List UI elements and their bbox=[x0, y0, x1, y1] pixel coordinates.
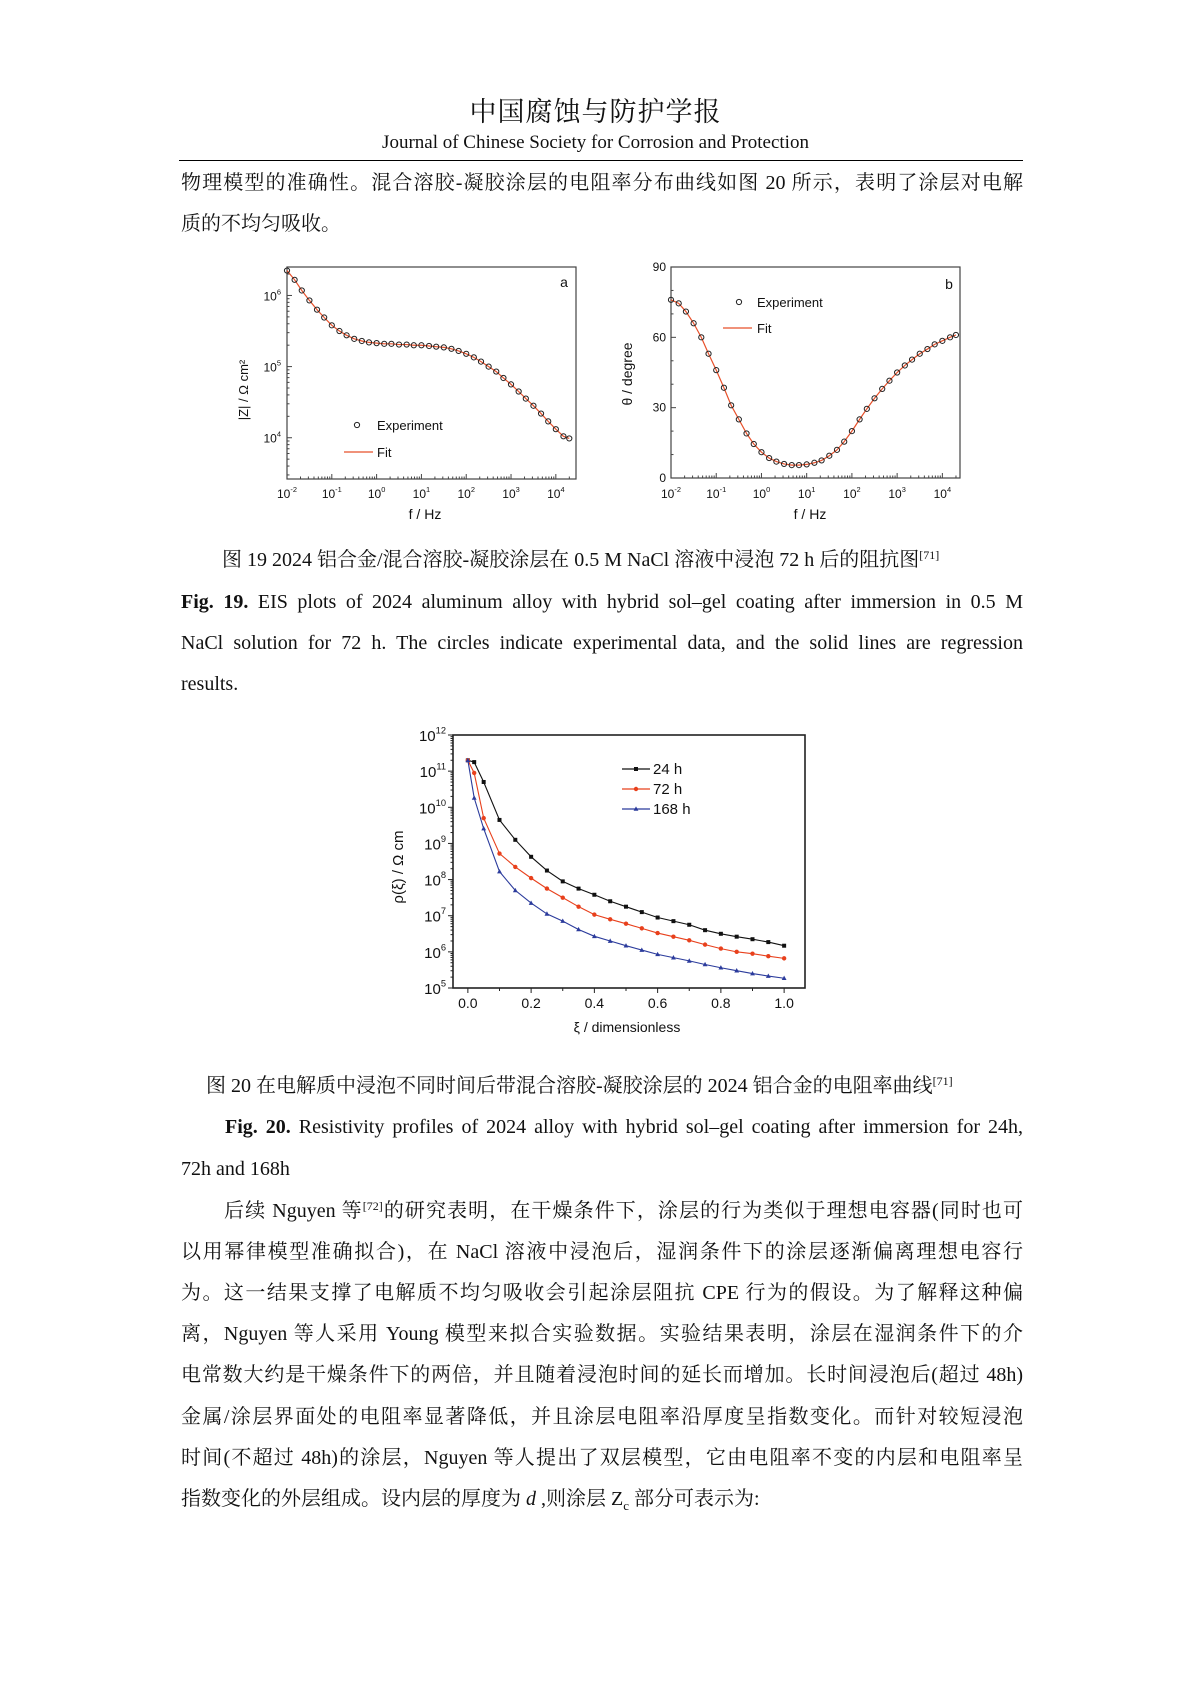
x-tick-label: $10^2$ bbox=[457, 485, 475, 501]
data-point bbox=[481, 826, 486, 830]
text-segment: NaCl solution for 72 h. The circles indicate experimental data, and the solid lines are regression bbox=[181, 632, 1023, 654]
x-tick-label: $10^0$ bbox=[752, 485, 771, 501]
data-point bbox=[608, 899, 612, 903]
x-tick-label: $10^3$ bbox=[502, 485, 520, 501]
data-point bbox=[671, 934, 675, 938]
y-tick-label: $10^9$ bbox=[424, 833, 446, 854]
y-tick-label: 30 bbox=[652, 400, 666, 415]
panel-label: a bbox=[560, 274, 568, 290]
data-point bbox=[545, 869, 549, 873]
x-tick-label: 0.6 bbox=[647, 995, 668, 1011]
y-tick-label: $10^6$ bbox=[424, 942, 446, 962]
legend-fit-label: Fit bbox=[377, 445, 392, 460]
text-segment: EIS plots of 2024 aluminum alloy with hybrid sol–gel coating after immersion in 0.5 M bbox=[248, 591, 1023, 613]
y-tick-label: 0 bbox=[659, 471, 666, 485]
x-tick-label: $10^{-2}$ bbox=[661, 485, 681, 501]
data-point bbox=[529, 876, 533, 880]
citation-ref: [72] bbox=[362, 1199, 383, 1213]
legend-label: 168 h bbox=[653, 801, 691, 818]
y-tick-label: $10^{12}$ bbox=[418, 725, 446, 745]
journal-title-en: Journal of Chinese Society for Corrosion and Protection bbox=[382, 132, 809, 153]
text-segment: Resistivity profiles of 2024 alloy with hybrid sol–gel coating after immersion for 24h, bbox=[290, 1116, 1023, 1138]
journal-title-cn: 中国腐蚀与防护学报 bbox=[469, 97, 722, 127]
text-segment: Fig. 20. bbox=[225, 1116, 291, 1138]
data-point bbox=[529, 855, 533, 859]
legend-label: 72 h bbox=[653, 781, 683, 798]
text-segment: 离，Nguyen 等人采用 Young 模型来拟合实验数据。实验结果表明，涂层在湿润条件下的介 bbox=[181, 1323, 1023, 1345]
x-tick-label: $10^1$ bbox=[412, 485, 431, 501]
data-point bbox=[687, 923, 691, 927]
text-segment: 指数变化的外层组成。设内层的厚度为 bbox=[181, 1488, 526, 1510]
y-axis-label: ρ(ξ) / Ω cm bbox=[390, 830, 407, 904]
y-tick-label: $10^6$ bbox=[263, 287, 281, 304]
legend-experiment-label: Experiment bbox=[757, 295, 823, 310]
data-point bbox=[561, 895, 565, 899]
data-point bbox=[734, 950, 738, 954]
y-tick-label: $10^8$ bbox=[424, 870, 446, 890]
text-segment: 72h and 168h bbox=[181, 1158, 290, 1180]
data-point bbox=[671, 919, 675, 923]
text-segment: d bbox=[526, 1488, 536, 1510]
y-axis-label: θ / degree bbox=[619, 342, 635, 406]
x-tick-label: 1.0 bbox=[774, 995, 794, 1011]
data-point bbox=[513, 838, 517, 842]
text-segment: results. bbox=[181, 673, 239, 695]
text-segment: 的研究表明，在干燥条件下，涂层的行为类似于理想电容器(同时也可 bbox=[382, 1200, 1023, 1222]
data-point bbox=[497, 818, 501, 822]
data-point bbox=[782, 944, 786, 948]
data-point bbox=[497, 851, 501, 855]
fit-line bbox=[287, 271, 569, 439]
x-tick-label: $10^2$ bbox=[843, 485, 861, 501]
data-point bbox=[687, 938, 691, 942]
x-tick-label: $10^{-1}$ bbox=[706, 485, 727, 501]
data-point bbox=[719, 932, 723, 936]
y-tick-label: $10^7$ bbox=[424, 906, 446, 926]
legend-experiment-marker bbox=[736, 299, 741, 304]
y-tick-label: 60 bbox=[652, 330, 666, 345]
legend-label: 24 h bbox=[653, 761, 683, 778]
text-segment: 图 20 在电解质中浸泡不同时间后带混合溶胶-凝胶涂层的 2024 铝合金的电阻率曲线 bbox=[206, 1075, 933, 1097]
data-point bbox=[640, 926, 644, 930]
x-tick-label: $10^3$ bbox=[888, 485, 906, 501]
x-tick-label: $10^1$ bbox=[797, 485, 816, 501]
data-point bbox=[576, 904, 580, 908]
text-segment: ,则涂层 Z bbox=[536, 1488, 624, 1510]
data-point bbox=[513, 865, 517, 869]
data-point bbox=[592, 912, 596, 916]
y-tick-label: $10^5$ bbox=[424, 978, 446, 998]
data-point bbox=[751, 937, 755, 941]
data-point bbox=[545, 886, 549, 890]
legend-fit-label: Fit bbox=[757, 321, 772, 336]
data-point bbox=[703, 942, 707, 946]
data-point bbox=[640, 910, 644, 914]
data-point bbox=[703, 928, 707, 932]
data-point bbox=[656, 916, 660, 920]
data-point bbox=[497, 869, 502, 873]
x-tick-label: 0.8 bbox=[711, 995, 731, 1011]
legend-marker bbox=[634, 787, 638, 791]
y-tick-label: $10^5$ bbox=[263, 358, 281, 375]
text-segment: 电常数大约是干燥条件下的两倍，并且随着浸泡时间的延长而增加。长时间浸泡后(超过 48h) bbox=[181, 1364, 1023, 1386]
data-point bbox=[766, 940, 770, 944]
data-point bbox=[624, 905, 628, 909]
text-segment: 金属/涂层界面处的电阻率显著降低，并且涂层电阻率沿厚度呈指数变化。而针对较短浸泡 bbox=[181, 1406, 1023, 1428]
data-point bbox=[481, 816, 485, 820]
x-tick-label: $10^0$ bbox=[367, 485, 386, 501]
text-segment: 质的不均匀吸收。 bbox=[181, 213, 341, 235]
text-segment: 物理模型的准确性。混合溶胶-凝胶涂层的电阻率分布曲线如图 20 所示，表明了涂层对电解 bbox=[181, 172, 1023, 194]
y-tick-label: $10^{11}$ bbox=[419, 761, 446, 782]
text-segment: 图 19 2024 铝合金/混合溶胶-凝胶涂层在 0.5 M NaCl 溶液中浸泡 72 h 后的阻抗图 bbox=[222, 549, 920, 571]
chart-a-frame bbox=[287, 267, 576, 479]
x-tick-label: 0.0 bbox=[458, 995, 478, 1011]
x-axis-label: f / Hz bbox=[408, 506, 442, 522]
chart-20-frame bbox=[453, 735, 805, 988]
data-point bbox=[655, 931, 659, 935]
text-segment: 以用幂律模型准确拟合)，在 NaCl 溶液中浸泡后，湿润条件下的涂层逐渐偏离理想电容行 bbox=[181, 1241, 1023, 1263]
data-point bbox=[750, 951, 754, 955]
fit-line bbox=[671, 300, 956, 465]
text-segment: 时间(不超过 48h)的涂层，Nguyen 等人提出了双层模型，它由电阻率不变的内层和电阻率呈 bbox=[181, 1447, 1023, 1469]
series-line-1 bbox=[468, 760, 784, 958]
data-point bbox=[472, 771, 476, 775]
legend-marker bbox=[634, 767, 638, 771]
y-tick-label: 90 bbox=[652, 260, 666, 274]
x-axis-label: f / Hz bbox=[793, 506, 827, 522]
y-axis-label: |Z| / Ω cm² bbox=[236, 359, 251, 421]
data-point bbox=[735, 935, 739, 939]
x-tick-label: $10^4$ bbox=[547, 485, 565, 501]
data-point bbox=[624, 921, 628, 925]
citation-ref: [71] bbox=[919, 548, 940, 562]
legend-experiment-label: Experiment bbox=[377, 418, 443, 433]
text-segment: 为。这一结果支撑了电解质不均匀吸收会引起涂层阻抗 CPE 行为的假设。为了解释这种偏 bbox=[181, 1282, 1023, 1304]
data-point bbox=[577, 887, 581, 891]
text-segment: Fig. 19. bbox=[181, 591, 249, 613]
text-segment: c bbox=[623, 1498, 629, 1513]
x-tick-label: 0.4 bbox=[584, 995, 605, 1011]
data-point bbox=[766, 954, 770, 958]
data-point bbox=[472, 760, 476, 764]
data-point bbox=[545, 911, 550, 915]
data-point bbox=[719, 946, 723, 950]
data-point bbox=[592, 893, 596, 897]
y-tick-label: $10^4$ bbox=[263, 429, 281, 446]
x-tick-label: $10^4$ bbox=[933, 485, 952, 501]
x-tick-label: $10^{-2}$ bbox=[277, 485, 297, 501]
text-segment: 后续 Nguyen 等 bbox=[224, 1200, 363, 1222]
series-line-0 bbox=[468, 760, 784, 945]
citation-ref: [71] bbox=[932, 1074, 953, 1088]
data-point bbox=[472, 795, 477, 799]
y-tick-label: $10^{10}$ bbox=[418, 797, 446, 818]
panel-label: b bbox=[945, 276, 953, 292]
x-tick-label: 0.2 bbox=[521, 995, 541, 1011]
x-tick-label: $10^{-1}$ bbox=[321, 485, 342, 501]
data-point bbox=[482, 780, 486, 784]
legend-experiment-marker bbox=[354, 422, 359, 427]
data-point bbox=[608, 917, 612, 921]
data-point bbox=[782, 956, 786, 960]
data-point bbox=[561, 879, 565, 883]
text-segment: 部分可表示为: bbox=[629, 1488, 760, 1510]
x-axis-label: ξ / dimensionless bbox=[573, 1019, 681, 1035]
